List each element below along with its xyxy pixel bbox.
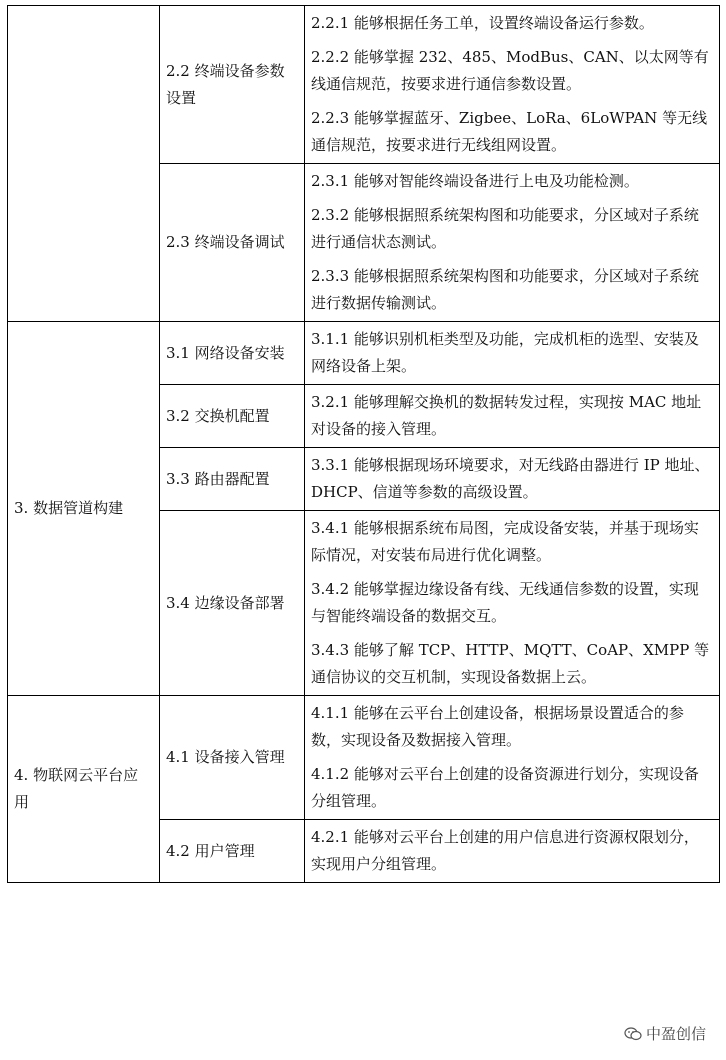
requirement-item: 4.1.2 能够对云平台上创建的设备资源进行划分，实现设备分组管理。 [311, 765, 699, 810]
sub-cell: 3.2 交换机配置 [160, 385, 305, 448]
requirement-cell [305, 696, 720, 820]
requirement-item: 3.2.1 能够理解交换机的数据转发过程，实现按 MAC 地址对设备的接入管理。 [311, 393, 702, 438]
sub-cell: 3.1 网络设备安装 [160, 322, 305, 385]
watermark [622, 1023, 708, 1044]
requirement-item: 4.2.1 能够对云平台上创建的用户信息进行资源权限划分，实现用户分组管理。 [311, 828, 699, 873]
requirement-item: 3.1.1 能够识别机柜类型及功能，完成机柜的选型、安装及网络设备上架。 [311, 330, 699, 375]
requirement-cell [305, 511, 720, 696]
requirement-item: 4.1.1 能够在云平台上创建设备，根据场景设置适合的参数，实现设备及数据接入管理。 [311, 704, 684, 749]
watermark-text: 中盈创信 [645, 1025, 706, 1043]
requirement-item: 2.2.1 能够根据任务工单，设置终端设备运行参数。 [311, 14, 654, 32]
sub-cell: 4.1 设备接入管理 [160, 696, 305, 820]
sub-cell: 2.2 终端设备参数设置 [160, 6, 305, 164]
requirement-cell [305, 322, 720, 385]
requirement-cell [305, 164, 720, 322]
main-cell: 4. 物联网云平台应用 [8, 696, 160, 883]
main-cell-2-continued [8, 6, 160, 322]
sub-cell: 3.3 路由器配置 [160, 448, 305, 511]
wechat-icon [624, 1027, 642, 1041]
table-row [8, 6, 720, 164]
requirement-cell [305, 820, 720, 883]
requirement-item: 3.3.1 能够根据现场环境要求，对无线路由器进行 IP 地址、DHCP、信道等参数的高级设置。 [311, 456, 710, 501]
requirement-cell [305, 385, 720, 448]
requirement-cell [305, 6, 720, 164]
requirements-table [7, 5, 720, 883]
table-row [8, 322, 720, 385]
main-cell: 3. 数据管道构建 [8, 322, 160, 696]
sub-cell: 4.2 用户管理 [160, 820, 305, 883]
requirement-item: 2.3.3 能够根据照系统架构图和功能要求，分区域对子系统进行数据传输测试。 [311, 267, 699, 312]
table-row [8, 696, 720, 820]
requirement-item: 3.4.1 能够根据系统布局图，完成设备安装，并基于现场实际情况，对安装布局进行优化调整。 [311, 519, 699, 564]
requirement-item: 2.3.2 能够根据照系统架构图和功能要求，分区域对子系统进行通信状态测试。 [311, 206, 699, 251]
sub-cell: 3.4 边缘设备部署 [160, 511, 305, 696]
requirement-item: 3.4.2 能够掌握边缘设备有线、无线通信参数的设置，实现与智能终端设备的数据交互。 [311, 580, 699, 625]
sub-cell: 2.3 终端设备调试 [160, 164, 305, 322]
requirement-cell [305, 448, 720, 511]
requirement-item: 2.2.2 能够掌握 232、485、ModBus、CAN、以太网等有线通信规范，按要求进行通信参数设置。 [311, 48, 709, 93]
requirement-item: 2.2.3 能够掌握蓝牙、Zigbee、LoRa、6LoWPAN 等无线通信规范，按要求进行无线组网设置。 [311, 109, 708, 154]
requirement-item: 3.4.3 能够了解 TCP、HTTP、MQTT、CoAP、XMPP 等通信协议的交互机制，实现设备数据上云。 [311, 641, 710, 686]
requirement-item: 2.3.1 能够对智能终端设备进行上电及功能检测。 [311, 172, 639, 190]
